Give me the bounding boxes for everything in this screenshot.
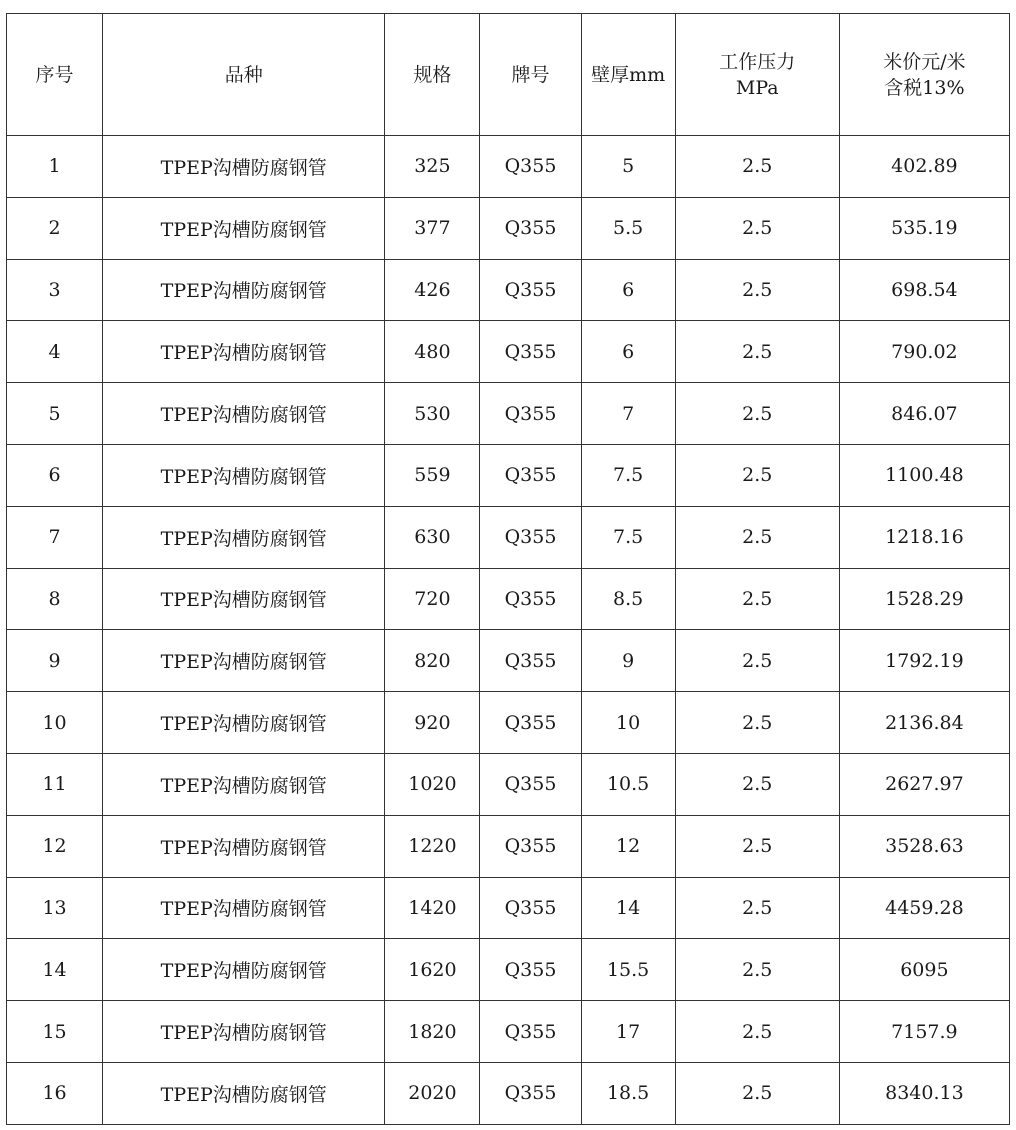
cell-wall-thickness: 17 xyxy=(581,1001,675,1063)
header-grade: 牌号 xyxy=(480,14,581,136)
header-meter-price-label: 米价元/米 xyxy=(883,50,966,73)
header-meter-price xyxy=(839,14,1009,136)
table-row xyxy=(7,692,1010,754)
cell-wall-thickness: 5.5 xyxy=(581,197,675,259)
cell-grade: Q355 xyxy=(480,753,581,815)
cell-working-pressure: 2.5 xyxy=(675,444,839,506)
cell-name: TPEP沟槽防腐钢管 xyxy=(103,630,385,692)
cell-working-pressure: 2.5 xyxy=(675,877,839,939)
header-working-pressure xyxy=(675,14,839,136)
header-spec: 规格 xyxy=(385,14,480,136)
cell-spec: 1820 xyxy=(385,1001,480,1063)
cell-spec: 630 xyxy=(385,506,480,568)
cell-grade: Q355 xyxy=(480,630,581,692)
table-row xyxy=(7,1001,1010,1063)
cell-meter-price: 846.07 xyxy=(839,383,1009,445)
cell-name: TPEP沟槽防腐钢管 xyxy=(103,692,385,754)
cell-meter-price: 1218.16 xyxy=(839,506,1009,568)
cell-spec: 2020 xyxy=(385,1062,480,1124)
cell-meter-price: 2627.97 xyxy=(839,753,1009,815)
cell-meter-price: 1528.29 xyxy=(839,568,1009,630)
table-row xyxy=(7,136,1010,198)
cell-seq: 2 xyxy=(7,197,103,259)
cell-name: TPEP沟槽防腐钢管 xyxy=(103,815,385,877)
cell-meter-price: 7157.9 xyxy=(839,1001,1009,1063)
cell-meter-price: 790.02 xyxy=(839,321,1009,383)
cell-name: TPEP沟槽防腐钢管 xyxy=(103,136,385,198)
cell-spec: 530 xyxy=(385,383,480,445)
cell-working-pressure: 2.5 xyxy=(675,1001,839,1063)
cell-grade: Q355 xyxy=(480,383,581,445)
cell-name: TPEP沟槽防腐钢管 xyxy=(103,444,385,506)
cell-grade: Q355 xyxy=(480,939,581,1001)
cell-working-pressure: 2.5 xyxy=(675,321,839,383)
cell-grade: Q355 xyxy=(480,259,581,321)
cell-working-pressure: 2.5 xyxy=(675,630,839,692)
cell-working-pressure: 2.5 xyxy=(675,197,839,259)
header-seq: 序号 xyxy=(7,14,103,136)
header-working-pressure-unit: MPa xyxy=(735,76,779,99)
cell-spec: 1220 xyxy=(385,815,480,877)
table-row xyxy=(7,506,1010,568)
cell-working-pressure: 2.5 xyxy=(675,1062,839,1124)
cell-meter-price: 698.54 xyxy=(839,259,1009,321)
table-row xyxy=(7,939,1010,1001)
cell-working-pressure: 2.5 xyxy=(675,939,839,1001)
cell-seq: 1 xyxy=(7,136,103,198)
cell-wall-thickness: 6 xyxy=(581,259,675,321)
cell-spec: 1020 xyxy=(385,753,480,815)
cell-wall-thickness: 10.5 xyxy=(581,753,675,815)
cell-seq: 4 xyxy=(7,321,103,383)
cell-grade: Q355 xyxy=(480,1001,581,1063)
table-row xyxy=(7,259,1010,321)
cell-wall-thickness: 5 xyxy=(581,136,675,198)
cell-name: TPEP沟槽防腐钢管 xyxy=(103,321,385,383)
cell-meter-price: 1792.19 xyxy=(839,630,1009,692)
cell-meter-price: 2136.84 xyxy=(839,692,1009,754)
cell-spec: 426 xyxy=(385,259,480,321)
cell-wall-thickness: 6 xyxy=(581,321,675,383)
table-row xyxy=(7,630,1010,692)
cell-seq: 8 xyxy=(7,568,103,630)
cell-name: TPEP沟槽防腐钢管 xyxy=(103,753,385,815)
cell-meter-price: 6095 xyxy=(839,939,1009,1001)
cell-grade: Q355 xyxy=(480,321,581,383)
cell-meter-price: 4459.28 xyxy=(839,877,1009,939)
cell-wall-thickness: 7.5 xyxy=(581,506,675,568)
cell-working-pressure: 2.5 xyxy=(675,568,839,630)
table-body xyxy=(7,136,1010,1125)
cell-wall-thickness: 9 xyxy=(581,630,675,692)
cell-name: TPEP沟槽防腐钢管 xyxy=(103,939,385,1001)
cell-seq: 14 xyxy=(7,939,103,1001)
table-row xyxy=(7,1062,1010,1124)
cell-name: TPEP沟槽防腐钢管 xyxy=(103,568,385,630)
cell-spec: 720 xyxy=(385,568,480,630)
cell-name: TPEP沟槽防腐钢管 xyxy=(103,877,385,939)
header-working-pressure-label: 工作压力 xyxy=(719,50,796,73)
table-row xyxy=(7,877,1010,939)
cell-seq: 6 xyxy=(7,444,103,506)
cell-seq: 10 xyxy=(7,692,103,754)
header-meter-price-tax: 含税13% xyxy=(884,76,965,99)
cell-grade: Q355 xyxy=(480,815,581,877)
header-row xyxy=(7,14,1010,136)
cell-working-pressure: 2.5 xyxy=(675,815,839,877)
cell-seq: 16 xyxy=(7,1062,103,1124)
cell-grade: Q355 xyxy=(480,444,581,506)
cell-seq: 9 xyxy=(7,630,103,692)
cell-grade: Q355 xyxy=(480,506,581,568)
cell-wall-thickness: 18.5 xyxy=(581,1062,675,1124)
cell-name: TPEP沟槽防腐钢管 xyxy=(103,383,385,445)
header-wall-thickness: 壁厚mm xyxy=(581,14,675,136)
table-row xyxy=(7,444,1010,506)
cell-spec: 325 xyxy=(385,136,480,198)
cell-name: TPEP沟槽防腐钢管 xyxy=(103,1001,385,1063)
cell-name: TPEP沟槽防腐钢管 xyxy=(103,197,385,259)
cell-seq: 11 xyxy=(7,753,103,815)
cell-spec: 480 xyxy=(385,321,480,383)
cell-seq: 12 xyxy=(7,815,103,877)
cell-spec: 559 xyxy=(385,444,480,506)
cell-meter-price: 535.19 xyxy=(839,197,1009,259)
cell-working-pressure: 2.5 xyxy=(675,383,839,445)
cell-working-pressure: 2.5 xyxy=(675,692,839,754)
cell-working-pressure: 2.5 xyxy=(675,753,839,815)
cell-name: TPEP沟槽防腐钢管 xyxy=(103,1062,385,1124)
cell-wall-thickness: 7.5 xyxy=(581,444,675,506)
cell-grade: Q355 xyxy=(480,197,581,259)
table-row xyxy=(7,568,1010,630)
cell-working-pressure: 2.5 xyxy=(675,259,839,321)
cell-seq: 13 xyxy=(7,877,103,939)
cell-spec: 377 xyxy=(385,197,480,259)
cell-working-pressure: 2.5 xyxy=(675,506,839,568)
cell-grade: Q355 xyxy=(480,136,581,198)
cell-wall-thickness: 14 xyxy=(581,877,675,939)
cell-name: TPEP沟槽防腐钢管 xyxy=(103,506,385,568)
cell-meter-price: 3528.63 xyxy=(839,815,1009,877)
cell-grade: Q355 xyxy=(480,877,581,939)
price-table xyxy=(6,13,1010,1125)
cell-wall-thickness: 10 xyxy=(581,692,675,754)
cell-grade: Q355 xyxy=(480,692,581,754)
cell-seq: 3 xyxy=(7,259,103,321)
cell-meter-price: 402.89 xyxy=(839,136,1009,198)
cell-spec: 1620 xyxy=(385,939,480,1001)
cell-seq: 15 xyxy=(7,1001,103,1063)
cell-seq: 7 xyxy=(7,506,103,568)
table-row xyxy=(7,815,1010,877)
cell-grade: Q355 xyxy=(480,568,581,630)
table-row xyxy=(7,321,1010,383)
cell-wall-thickness: 15.5 xyxy=(581,939,675,1001)
header-name: 品种 xyxy=(103,14,385,136)
cell-name: TPEP沟槽防腐钢管 xyxy=(103,259,385,321)
cell-seq: 5 xyxy=(7,383,103,445)
table-row xyxy=(7,383,1010,445)
cell-wall-thickness: 7 xyxy=(581,383,675,445)
table-row xyxy=(7,753,1010,815)
cell-meter-price: 8340.13 xyxy=(839,1062,1009,1124)
cell-spec: 1420 xyxy=(385,877,480,939)
cell-wall-thickness: 8.5 xyxy=(581,568,675,630)
cell-grade: Q355 xyxy=(480,1062,581,1124)
cell-spec: 820 xyxy=(385,630,480,692)
cell-meter-price: 1100.48 xyxy=(839,444,1009,506)
cell-wall-thickness: 12 xyxy=(581,815,675,877)
table-row xyxy=(7,197,1010,259)
cell-spec: 920 xyxy=(385,692,480,754)
cell-working-pressure: 2.5 xyxy=(675,136,839,198)
